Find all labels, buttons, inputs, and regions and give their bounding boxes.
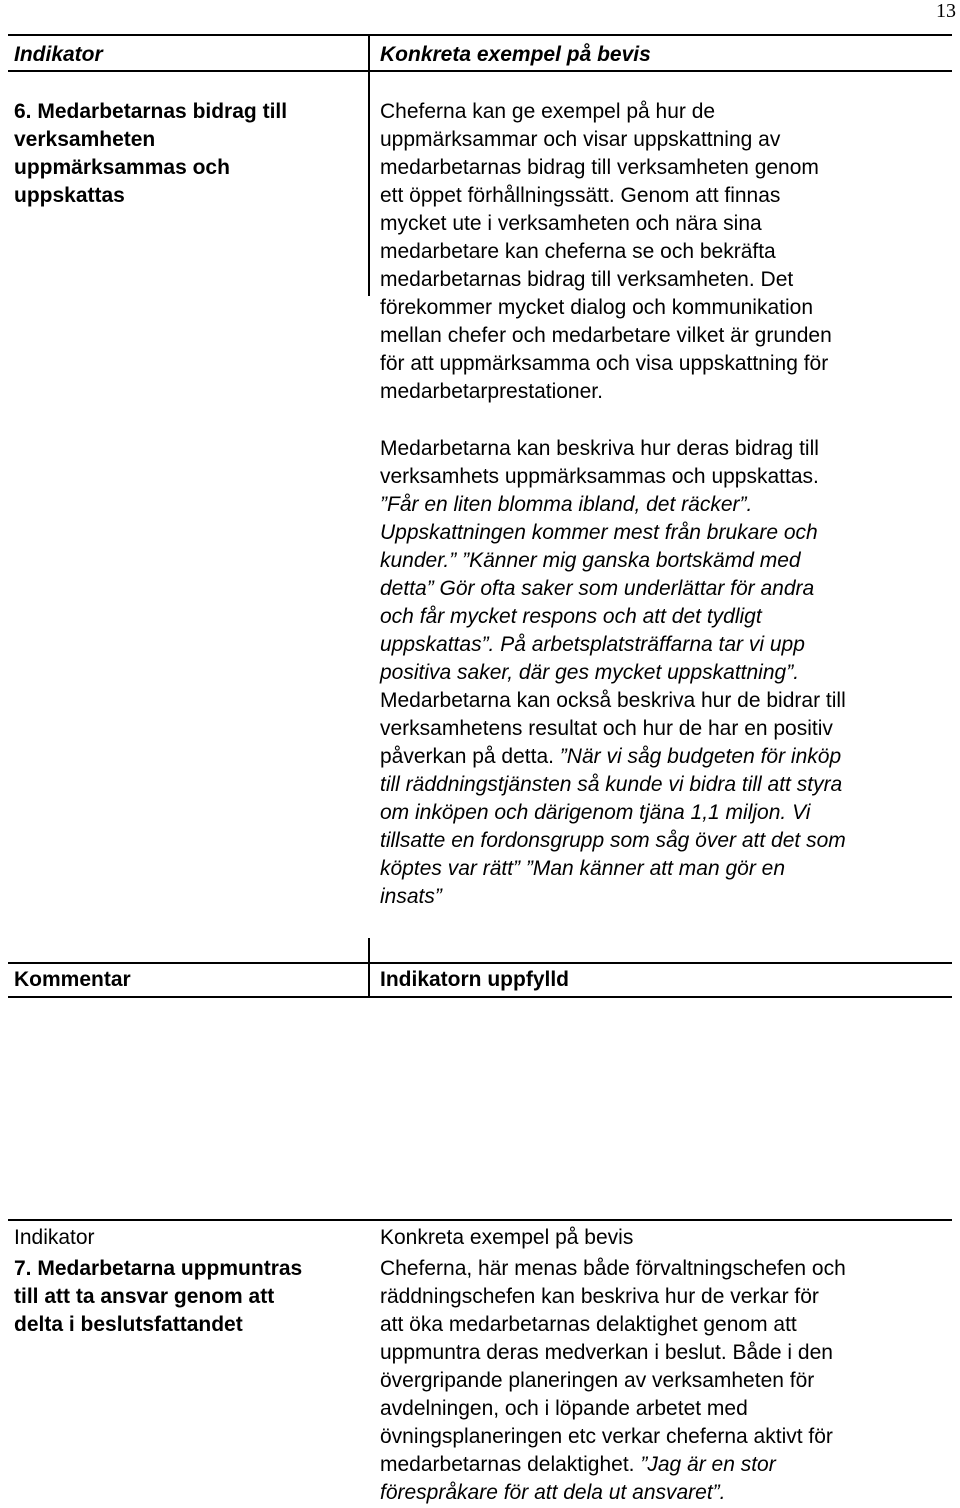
section7-top-border <box>8 1219 952 1221</box>
evidence-6-paragraph-1: Cheferna kan ge exempel på hur de uppmärksammar och visar uppskattning av medarbetarnas bidrag till verksamheten genom ett öppet förhållningssätt. Genom att finnas mycket ute i verksamheten och nära sina medarbetare kan cheferna se och bekräfta medarbetarnas bidrag till verksamheten. Det förekommer mycket dialog och kommunikation mellan chefer och medarbetare vilket är grunden för att uppmärksamma och visa uppskattning för medarbetarprestationer. <box>380 100 832 403</box>
indicator-column-header: Indikator <box>14 43 103 66</box>
indicator-6-title: 6. Medarbetarnas bidrag till verksamheten uppmärksammas och uppskattas <box>14 100 288 207</box>
evidence-7-paragraph: Cheferna, här menas både förvaltningschefen och räddningschefen kan beskriva hur de verkar för att öka medarbetarnas delaktighet genom att uppmuntra deras medverkan i beslut. Både i den övergripande planeringen av verksamheten för avdelningen, och i löpande arbetet med övningsplaneringen etc verkar cheferna aktivt för medarbetarnas delaktighet. ”Jag är en stor förespråkare för att dela ut ansvaret”. <box>380 1257 846 1504</box>
indicator-7-title: 7. Medarbetarna uppmuntras till att ta ansvar genom att delta i beslutsfattandet <box>14 1257 303 1336</box>
table-border-top <box>8 34 952 36</box>
indicator-status: Indikatorn uppfylld <box>380 968 569 991</box>
evidence-7-column-header: Konkreta exempel på bevis <box>380 1226 634 1249</box>
comment-header-divider <box>8 996 952 998</box>
page-number: 13 <box>936 0 956 22</box>
header-row-divider <box>8 70 952 72</box>
comment-label: Kommentar <box>14 968 131 991</box>
comment-row-divider <box>8 962 952 964</box>
mixed-line: medarbetarnas delaktighet. ”Jag är en stor <box>380 1453 776 1476</box>
indicator-7-column-header: Indikator <box>14 1226 95 1249</box>
column-divider-lower <box>368 938 370 998</box>
mixed-line: påverkan på detta. ”När vi såg budgeten för inköp <box>380 745 842 768</box>
evidence-column-header: Konkreta exempel på bevis <box>380 43 651 66</box>
evidence-6-paragraph-2: Medarbetarna kan beskriva hur deras bidrag till verksamhets uppmärksammas och uppskattas. ”Får en liten blomma ibland, det räcker”. Uppskattningen kommer mest från brukare och kunder.” ”Känner mig ganska bortskämd med detta” Gör ofta saker som underlättar för andra och får mycket respons och att det tydligt uppskattas”. På arbetsplatsträffarna tar vi upp positiva saker, där ges mycket uppskattning”. Medarbetarna kan också beskriva hur de bidrar till verksamhetens resultat och hur de har en positiv påverkan på detta. ”När vi såg budgeten för inköp till räddningstjänsten så kunde vi bidra till att styra om inköpen och därigenom tjäna 1,1 miljon. Vi tillsatte en fordonsgrupp som såg över att det som köptes var rätt” ”Man känner att man gör en insats” <box>380 437 846 908</box>
column-divider <box>368 34 370 296</box>
